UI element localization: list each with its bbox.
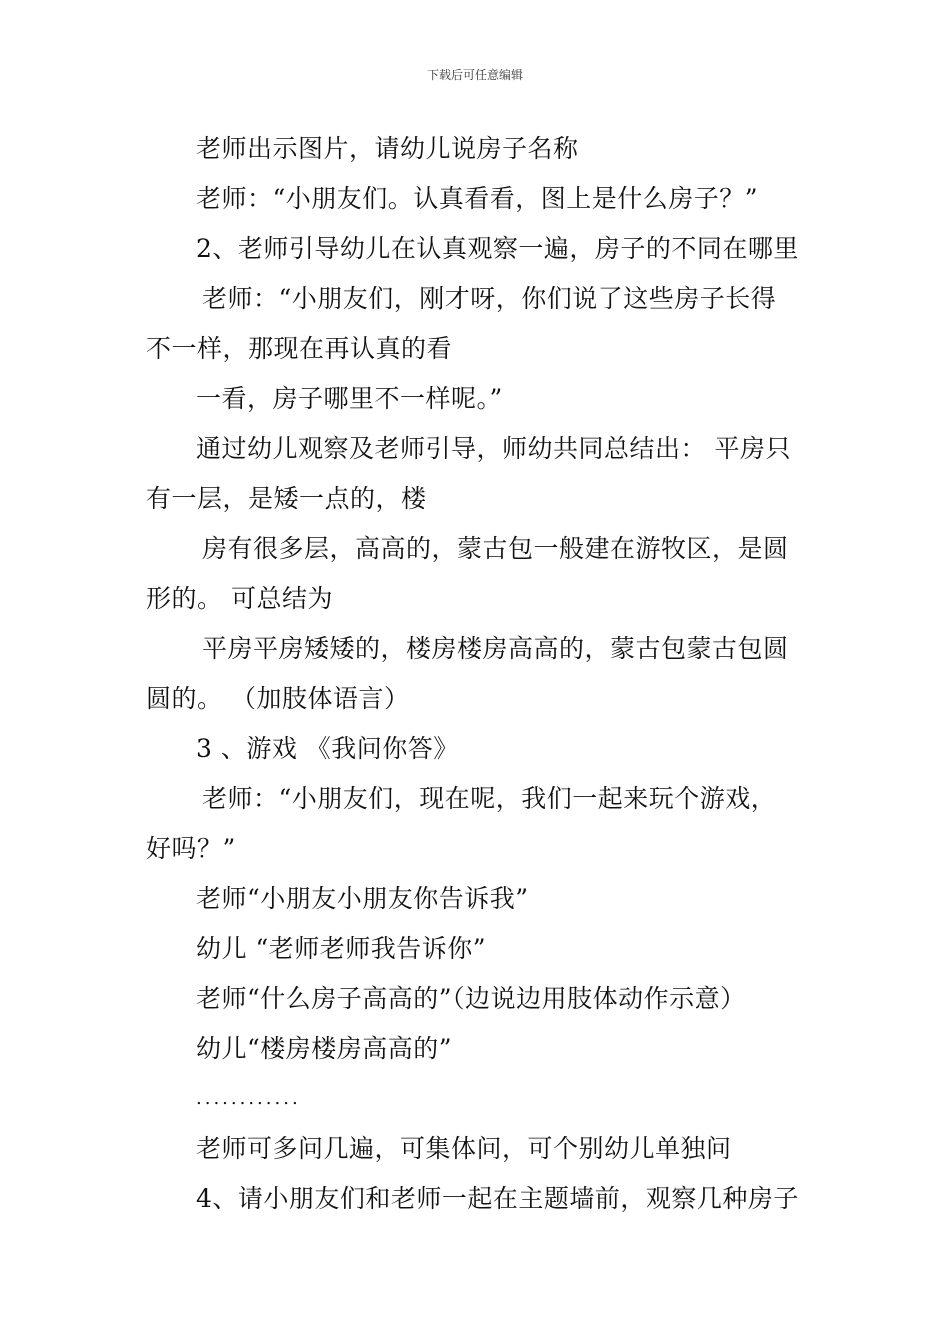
text-line: 老师出示图片，请幼儿说房子名称 bbox=[196, 134, 579, 163]
text-line: 有一层，是矮一点的，楼 bbox=[146, 484, 427, 513]
text-line: 4、请小朋友们和老师一起在主题墙前，观察几种房子 bbox=[196, 1184, 799, 1213]
text-line: 老师：“小朋友们，现在呢，我们一起来玩个游戏， bbox=[202, 784, 777, 813]
text-line: 老师可多问几遍，可集体问，可个别幼儿单独问 bbox=[196, 1134, 732, 1163]
text-line: 圆的。 （加肢体语言） bbox=[146, 684, 410, 713]
text-line: 老师：“小朋友们，刚才呀，你们说了这些房子长得 bbox=[202, 284, 777, 313]
page-header: 下载后可任意编辑 bbox=[426, 68, 523, 82]
ellipsis-line: ............ bbox=[196, 1088, 301, 1109]
text-line: 幼儿 “老师老师我告诉你” bbox=[196, 934, 487, 963]
text-line: 平房平房矮矮的，楼房楼房高高的，蒙古包蒙古包圆 bbox=[202, 634, 789, 663]
text-line: 一看，房子哪里不一样呢。” bbox=[196, 384, 503, 413]
text-line: 2、老师引导幼儿在认真观察一遍，房子的不同在哪里 bbox=[196, 234, 799, 263]
text-line: 不一样，那现在再认真的看 bbox=[146, 334, 453, 363]
text-line: 通过幼儿观察及老师引导，师幼共同总结出： 平房只 bbox=[196, 434, 791, 463]
text-line: 形的。 可总结为 bbox=[146, 584, 333, 613]
text-line: 房有很多层，高高的，蒙古包一般建在游牧区，是圆 bbox=[202, 534, 789, 563]
text-line: 幼儿“楼房楼房高高的” bbox=[196, 1034, 453, 1063]
text-line: 好吗？” bbox=[146, 834, 236, 863]
text-line: 老师“小朋友小朋友你告诉我” bbox=[196, 884, 529, 913]
text-line: 老师“什么房子高高的”（边说边用肢体动作示意） bbox=[196, 984, 746, 1013]
text-line: 老师：“小朋友们。认真看看，图上是什么房子？” bbox=[196, 184, 759, 213]
text-line: 3 、游戏 《我问你答》 bbox=[196, 734, 459, 763]
